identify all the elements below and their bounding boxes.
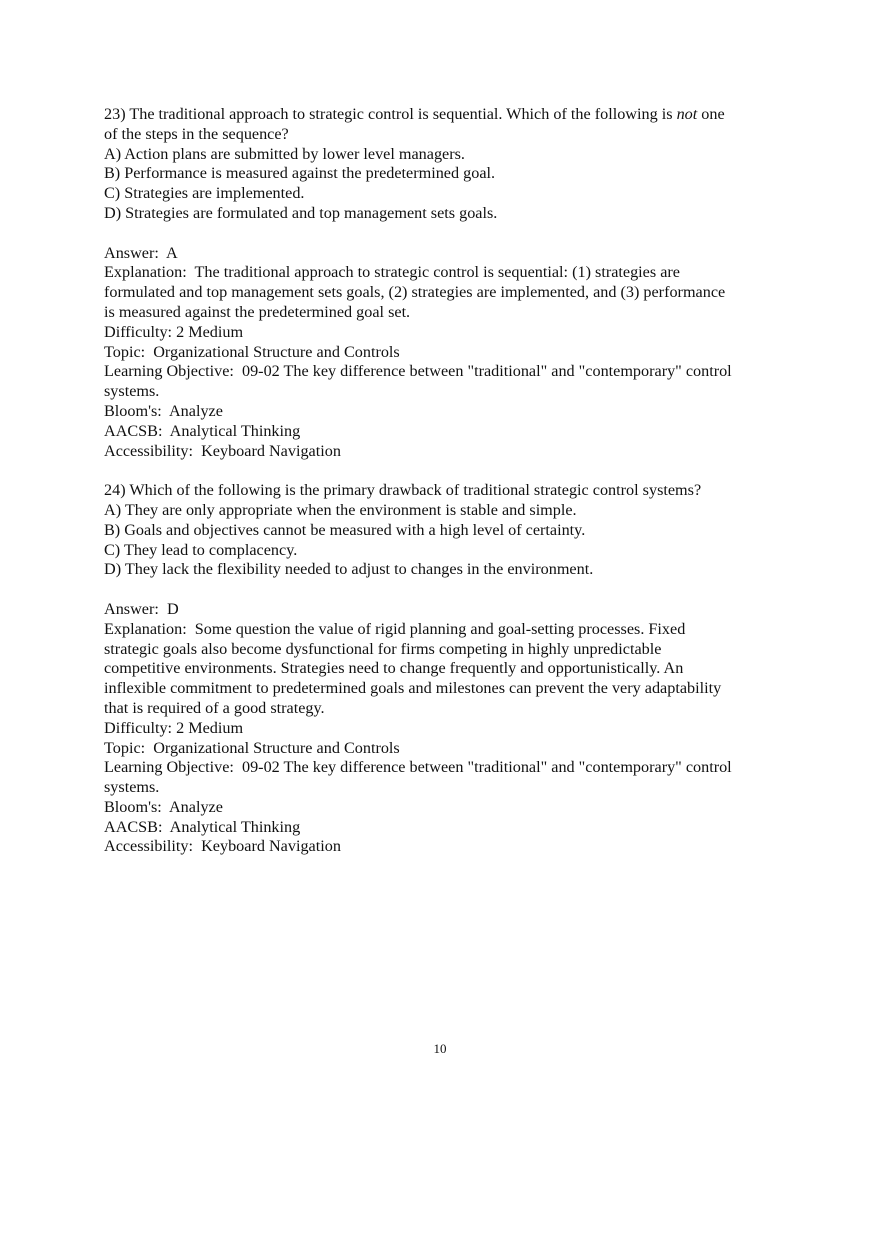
answer: Answer: D (104, 599, 179, 618)
explanation-line: strategic goals also become dysfunctional for firms competing in highly unpredictable (104, 639, 662, 658)
learning-objective-line: Learning Objective: 09-02 The key difference between "traditional" and "contemporary" control (104, 758, 732, 777)
spacer (104, 580, 784, 600)
difficulty: Difficulty: 2 Medium (104, 322, 244, 341)
blooms: Bloom's: Analyze (104, 797, 223, 816)
question-stem-line: 23) The traditional approach to strategic control is sequential. Which of the following is not one (104, 105, 725, 123)
learning-objective-line: Learning Objective: 09-02 The key difference between "traditional" and "contemporary" control (104, 362, 732, 381)
learning-objective-line: systems. (104, 778, 160, 797)
question-23 (104, 105, 784, 461)
option-d: D) Strategies are formulated and top management sets goals. (104, 203, 498, 222)
aacsb: AACSB: Analytical Thinking (104, 817, 301, 836)
option-c: C) Strategies are implemented. (104, 184, 305, 203)
option-a: A) They are only appropriate when the environment is stable and simple. (104, 500, 577, 519)
option-a: A) Action plans are submitted by lower level managers. (104, 144, 465, 163)
spacer (104, 461, 784, 481)
explanation-line: that is required of a good strategy. (104, 698, 325, 717)
difficulty: Difficulty: 2 Medium (104, 718, 244, 737)
explanation-line: Explanation: Some question the value of rigid planning and goal-setting processes. Fixed (104, 619, 686, 638)
topic: Topic: Organizational Structure and Controls (104, 342, 400, 361)
emphasis-not: not (676, 105, 698, 123)
explanation-line: inflexible commitment to predetermined goals and milestones can prevent the very adaptability (104, 679, 722, 698)
aacsb: AACSB: Analytical Thinking (104, 421, 301, 440)
explanation-line: competitive environments. Strategies need to change frequently and opportunistically. An (104, 659, 684, 678)
learning-objective-line: systems. (104, 382, 160, 401)
explanation-line: is measured against the predetermined goal set. (104, 302, 411, 321)
option-b: B) Performance is measured against the predetermined goal. (104, 164, 496, 183)
explanation-line: Explanation: The traditional approach to strategic control is sequential: (1) strategies are (104, 263, 680, 282)
blooms: Bloom's: Analyze (104, 401, 223, 420)
explanation-line: formulated and top management sets goals, (2) strategies are implemented, and (3) performance (104, 283, 726, 302)
page-content (104, 105, 784, 857)
question-24 (104, 481, 784, 857)
spacer (104, 224, 784, 244)
page-number: 10 (433, 1041, 447, 1056)
option-c: C) They lead to complacency. (104, 540, 298, 559)
option-b: B) Goals and objectives cannot be measured with a high level of certainty. (104, 520, 586, 539)
question-stem-line: 24) Which of the following is the primary drawback of traditional strategic control systems? (104, 481, 702, 500)
accessibility: Accessibility: Keyboard Navigation (104, 441, 341, 460)
question-stem-line: of the steps in the sequence? (104, 124, 289, 143)
accessibility: Accessibility: Keyboard Navigation (104, 837, 341, 856)
option-d: D) They lack the flexibility needed to adjust to changes in the environment. (104, 560, 594, 579)
topic: Topic: Organizational Structure and Controls (104, 738, 400, 757)
answer: Answer: A (104, 243, 178, 262)
